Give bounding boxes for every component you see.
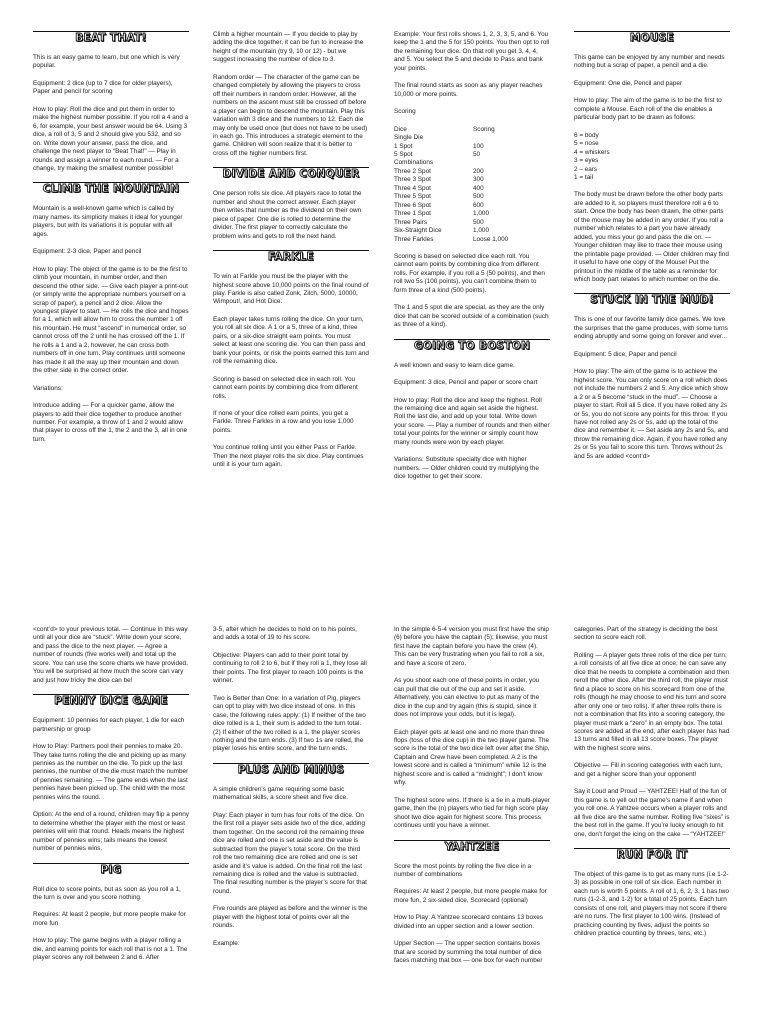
paragraph: Roll dice to score points, but as soon as you roll a 1, the turn is over and you score nothing. [33, 885, 181, 901]
paragraph: Variations: [33, 384, 63, 392]
scoring-table-row [394, 176, 550, 184]
paragraph: Scoring is based on selected dice each roll. You cannot earn points by combining dice from different rolls. For example, if you roll a 5 (50 points), and then roll two 5s (100 points), you can’t combine them to form three of a kind (500 points). [394, 252, 545, 294]
scoring-cell: 50 [473, 150, 481, 158]
scoring-cell: Three 6 Spot [394, 201, 431, 209]
paragraph: This is an easy game to learn, but one which is very popular. [33, 54, 180, 70]
scoring-table-row [394, 219, 550, 227]
heading-pig: PIG [33, 863, 189, 876]
paragraph: The object of this game is to get as many runs (i.e 1-2-3) as possible in one roll of six dice. Each number in each run is worth 5 points. A roll of 1, 6, 2, 3, 1 has two runs (1-2-3, and 1-2) for a total of 25 points. Each turn consists of one roll, and players may not score if there are no runs. The first player to 100 wins. (Instead of practicing counting by fives, adjust the points so children practice counting by threes, tens, etc.) [574, 870, 729, 938]
paragraph: Variations: Substitute specialty dice with higher numbers. — Older children could try multiplying the dice together to get their score. [394, 456, 539, 481]
mouse-part-line: 6 = body [574, 131, 599, 139]
paragraph: Each player gets at least one and no more than three flops (toss of the dice cup) in the two player game. The score is the total of the two dice left over after the Ship, Captain and Crew have been completed. A 2 is the lowest score and is called a “minimum” while 12 is the highest score and is called a “midnight”; I don’t know why. [394, 728, 550, 787]
heading-yahtzee: YAHTZEE [394, 840, 550, 853]
paragraph: Example: Your first rolls shows 1, 2, 3, 3, 5, and 6. You keep the 1 and the 5 for 150 points. You then opt to roll the remaining four dice. On that roll you get 3, 4, 4, and 5. You select the 5 and decide to Pass and bank your points. [394, 31, 550, 72]
paragraph: As you shoot each one of these points in order, you can pull that die out of the cup and set it aside. Alternatively, you can elective to put as many of the dice in the cup and try again (this is stupid, since it does not improve your odds, but it is legal). [394, 677, 540, 719]
column-top-2 [213, 31, 369, 579]
scoring-cell: Three 2 Spot [394, 167, 431, 175]
scoring-table-row [394, 202, 550, 210]
paragraph: This is one of our favorite family dice games. We love the surprises that the game produces, with some turns ending abruptly and some going on forever and ever... [574, 316, 728, 341]
scoring-cell: Three 1 Spot [394, 210, 431, 218]
heading-run-for-it: RUN FOR IT [574, 848, 730, 861]
heading-divide-and-conquer: DIVIDE AND CONQUER [213, 167, 369, 180]
paragraph: Two is Better than One: In a variation of Pig, players can opt to play with two dice instead of one. In this case, the following rules apply: (1) If neither of the two dice rolled is a 1, their sum is added to the turn total. (2) If either of the two rolled is a 1, the player scores nothing and the turn ends. (3) If two 1s are rolled, the player loses his entire score, and the turn ends. [213, 694, 366, 753]
heading-mouse: MOUSE [574, 31, 730, 44]
scoring-cell: Combinations [394, 159, 434, 167]
column-top-4 [574, 31, 730, 579]
paragraph: Say it Loud and Proud — YAHTZEE! Half of the fun of this game is to yell out the game’s name if and when you roll one. A Yahtzee occurs when a player rolls and all five dice are the same number. Rolling five “sixes” is the best roll in the game. If you’re lucky enough to hit one, don’t forget the icing on the cake — “YAHTZEE!” [574, 788, 730, 838]
mouse-part-line: 2 – ears [574, 165, 598, 173]
scoring-cell: Single Die [394, 134, 424, 142]
farkle-scoring-table [394, 126, 550, 244]
mouse-part-line: 3 = eyes [574, 157, 599, 165]
scoring-cell: Loose 1,000 [473, 235, 509, 243]
paragraph: Equipment: 10 pennies for each player, 1 die for each partnership or group [33, 717, 185, 733]
scoring-cell: Six-Straight Dice [394, 227, 442, 235]
scoring-cell: Three Pairs [394, 218, 428, 226]
paragraph: To win at Farkle you must be the player with the highest score above 10,000 points on the final round of play. Farkle is also called Zonk, Zilch, 5000, 10000, Wimpout!, and Hot Dice. [213, 273, 369, 306]
paragraph: Random order — The character of the game can be changed completely by allowing the players to cross off their numbers in random order. However, all the numbers on the ascent must still be crossed off before a player can begin to descend the mountain. Play this variation with 3 dice and the numbers to 12. Each die may only be used once (but does not have to be used) in each go. This introduces a strategic element to the game. Children will soon realize that it is better to cross off the higher numbers first. [213, 73, 368, 157]
scoring-cell: 500 [473, 193, 484, 201]
paragraph: The final round starts as soon as any player reaches 10,000 or more points. [394, 82, 543, 98]
scoring-cell: Three 4 Spot [394, 184, 431, 192]
heading-beat-that: BEAT THAT! [33, 31, 189, 44]
heading-going-to-boston: GOING TO BOSTON [394, 339, 550, 352]
scoring-cell: 1 Spot [394, 142, 413, 150]
paragraph: Equipment: 3 dice, Pencil and paper or score chart [394, 379, 538, 387]
paragraph: Scoring [394, 108, 416, 116]
scoring-header-cell: Dice [394, 125, 407, 133]
paragraph: Scoring is based on selected dice in each roll. You cannot earn points by combining dice from different rolls. [213, 375, 358, 400]
column-bottom-2 [213, 626, 369, 1022]
scoring-table-row [394, 143, 550, 151]
paragraph: One person rolls six dice. All players race to total the number and shout the correct answer. Each player then writes that number as the dividend on their own piece of paper. One die is rolled to determine the divider. The first player to correctly calculate the problem wins and gets to roll the next hand. [213, 190, 362, 240]
paragraph: Option: At the end of a round, children may flip a penny to determine whether the player with the most or least pennies will win that round. Heads means the highest number of pennies wins; tails means the lowest number of pennies wins. [33, 811, 189, 853]
paragraph: Introduce adding — For a quicker game, allow the players to add their dice together to produce another number. For example, a throw of 1 and 2 would allow that player to cross off the 1, the 2 and the 3, all in one turn. [33, 402, 188, 443]
scoring-cell: 400 [473, 184, 484, 192]
scoring-cell: 500 [473, 218, 484, 226]
paragraph: How to play: The aim of the game is to achieve the highest score. You can only score on a roll which does not include the numbers 2 and 5. Any dice which show a 2 or a 5 become “stuck in the mud”. — Choose a player to start. Roll all 5 dice. If you have rolled any 2s or 5s, you do not score any points for this throw. If you have not rolled any 2s or 5s, add up the total of the dice and remember it. — Set aside any 2s and 5s, and throw the remaining dice. Again, if you have rolled any 2s or 5s you fail to score this turn. Throws without 2s and 5s are added <cont’d> [574, 368, 729, 460]
paragraph: Equipment: 5 dice, Paper and pencil [574, 350, 677, 358]
paragraph: Objective — Fill in scoring categories with each turn, and get a higher score than your opponent! [574, 762, 723, 778]
paragraph: The 1 and 5 spot die are special, as they are the only dice that can be scored outside of a combination (such as three of a kind). [394, 304, 549, 329]
heading-farkle: FARKLE [213, 250, 369, 263]
paragraph: Rolling — A player gets three rolls of the dice per turn; a roll consists of all five dice at once; he can save any dice that he needs to complete a combination and then reroll the other dice. After the third roll, the player must find a place to score on his scorecard from one of the rolls (though he may choose to end his turn and score after only one or two rolls). If after three rolls there is not a combination that fits into a scoring category, the player must mark a “zero” in an empty box. The total scores are added at the end, after each player has had 13 turns and filled in all 13 score boxes. The player with the highest score wins. [574, 651, 730, 752]
paragraph: Requires: At least 2 people, but more people make for more fun [33, 911, 186, 927]
paragraph: Objective: Players can add to their point total by continuing to roll 2 to 6, but if they roll a 1, they lose all their points. The first player to reach 100 points is the winner. [213, 651, 367, 685]
column-top-1 [33, 31, 189, 579]
scoring-header-cell: Scoring [473, 125, 495, 133]
paragraph: Example: [213, 939, 240, 947]
paragraph: Climb a higher mountain — If you decide to play by adding the dice together, it can be fun to increase the height of the mountain (try 9, 10 or 12) - but we suggest increasing the number of dice to 3. [213, 31, 364, 64]
scoring-table-header [394, 126, 550, 134]
paragraph: How to play: The object of the game is to be the first to climb your mountain, in number order, and then descend the other side. — Give each player a print-out (or simply write the appropriate numbers yourself on a scrap of paper), a pencil and 2 dice. Allow the youngest player to start. — He rolls the dice and hopes for a 1, which will allow him to cross the number 1 off his mountain. He must “ascend” in numerical order, so cannot cross off the 2 until he has crossed off the 1. If he rolls a 1 and a 2, however, he can cross both numbers off in one turn. Play continues until someone has made it all the way up their mountain and down the other side in the correct order. [33, 265, 189, 375]
paragraph: How to play: Roll the dice and keep the highest. Roll the remaining dice and again set aside the highest. Roll the last die, and add up your total. Write down your score. — Play a number of rounds and then either total your points for the winner or simply count how many rounds were won by each player. [394, 396, 550, 446]
paragraph: A simple children’s game requiring some basic mathematical skills, a score sheet and five dice. [213, 785, 348, 802]
paragraph: Requires: At least 2 people, but more people make for more fun, 2 six-sided dice, Scorecard (optional) [394, 888, 547, 904]
scoring-table-row [394, 159, 550, 167]
paragraph: The highest score wins. If there is a tie in a multi-player game, then the (n) players who tied for high score play shoot two dice again for highest score. This process continues until you have a winner. [394, 796, 550, 830]
paragraph: Mountain is a well-known game which is called by many names. Its simplicity makes it ideal for younger players, but with its variations it is popular with all ages. [33, 205, 183, 238]
scoring-cell: 200 [473, 167, 484, 175]
heading-plus-and-minus: PLUS AND MINUS [213, 763, 369, 776]
scoring-cell: 5 Spot [394, 150, 413, 158]
scoring-cell: 300 [473, 176, 484, 184]
scoring-cell: Three Farkles [394, 235, 434, 243]
paragraph: Five rounds are played as before and the winner is the player with the highest total of points over all the rounds. [213, 905, 368, 930]
paragraph: How to Play: Partners pool their pennies to make 20. They take turns rolling the die and picking up as many pennies as the number on the die. To pick up the last pennies, the number of the die must match the number of pennies remaining. — The game ends when the last pennies have been picked up. The child with the most pennies wins the round. [33, 743, 189, 801]
mouse-part-line: 4 = whiskers [574, 148, 610, 156]
paragraph: How to play: The aim of the game is to be the first to complete a Mouse. Each roll of the die enables a particular body part to be drawn as follows: [574, 97, 722, 122]
column-bottom-3 [394, 626, 550, 1022]
scoring-table-row [394, 236, 550, 244]
paragraph: Upper Section — The upper section contains boxes that are scored by summing the total number of dice faces matching that box — one box for each number [394, 940, 543, 965]
mouse-part-line: 1 = tail [574, 174, 594, 181]
scoring-cell: 100 [473, 142, 484, 150]
column-bottom-1 [33, 626, 189, 1022]
mouse-part-line: 5 = nose [574, 140, 599, 148]
scoring-table-row [394, 193, 550, 201]
paragraph: Equipment: One die, Pencil and paper [574, 79, 683, 87]
scoring-cell: Three 5 Spot [394, 193, 431, 201]
heading-climb-the-mountain: CLIMB THE MOUNTAIN [33, 182, 189, 195]
paragraph: Score the most points by rolling the five dice in a number of combinations [394, 862, 532, 878]
scoring-table-row [394, 168, 550, 176]
paragraph: How to play: Roll the dice and put them in order to make the highest number possible. If you roll a 4 and a 6, for example, your best answer would be 64. Using 3 dice, a roll of 3, 5 and 2 should give you 532, and so on. Write down your answer, pass the dice, and challenge the next player to “Beat That!” — Play in rounds and assign a winner to each round. — For a change, try making the smallest number possible! [33, 105, 189, 172]
paragraph: This game can be enjoyed by any number and needs nothing but a scrap of paper, a pencil and a die. [574, 54, 725, 70]
heading-stuck-in-the-mud: STUCK IN THE MUD! [574, 293, 730, 306]
column-top-3 [394, 31, 550, 579]
paragraph: How to Play: A Yahtzee scorecard contains 13 boxes divided into an upper section and a lower section. [394, 914, 543, 930]
scoring-cell: 1,000 [473, 210, 489, 218]
column-bottom-4 [574, 626, 730, 1022]
paragraph: 3-5, after which he decides to hold on to his points, and adds a total of 19 to his score. [213, 626, 357, 642]
scoring-table-row [394, 151, 550, 159]
paragraph: You continue rolling until you either Pass or Farkle. Then the next player rolls the six dice. Play continues until it is your turn again. [213, 444, 364, 469]
paragraph: In the simple 6-5-4 version you must first have the ship (6) before you have the captain (5); likewise, you must first have the captain before you have the crew (4). This can be very frustrating when you fail to roll a six, and have a score of zero. [394, 626, 549, 667]
paragraph: How to play: The game begins with a player rolling a die, and earning points for each roll that is not a 1. The player scores any roll between 2 and 6. After [33, 937, 188, 962]
paragraph: Each player takes turns rolling the dice. On your turn, you roll all six dice. A 1 or a 5, three of a kind, three pairs, or a six-dice straight earn points. You must select at least one scoring die. You can then pass and bank your points, or risk the points earned this turn and roll the remaining dice. [213, 315, 369, 366]
paragraph: The body must be drawn before the other body parts are added to it, so players must therefore roll a 6 to start. Once the body has been drawn, the other parts of the mouse may be added in any order. If you roll a number which relates to a part you have already added, you miss your go and pass the die on. — Younger children may like to trace their mouse using the printable page provided. — Older children may find it useful to have one copy of the Mouse! Put the printout in the middle of the table as a reminder for which body part relates to which number on the die. [574, 191, 729, 283]
paragraph: <cont’d> to your previous total. — Continue in this way until all your dice are “stuck”. Write down your score, and pass the dice to the next player. — Agree a number of rounds (five works well) and total up the score. You can use the score charts we have provided. You will be surprised at how much the score can vary and just how tricky the dice can be! [33, 626, 188, 684]
paragraph: Equipment: 2 dice (up to 7 dice for older players), Paper and pencil for scoring [33, 79, 173, 96]
scoring-table-row [394, 185, 550, 193]
paragraph: Equipment: 2-3 dice, Paper and pencil [33, 248, 142, 256]
scoring-table-row [394, 227, 550, 235]
paragraph: Play: Each player in turn has four rolls of the dice. On the first roll a player sets aside two of the dice, adding them together. On the second roll the remaining three dice are rolled and one is set aside and the value is subtracted from the player’s total score. On the third roll the two remaining dice are rolled and one is set aside and it’s value is added. On the final roll the last remaining dice is rolled and the value is subtracted. The final resulting number is the player’s score for that round. [213, 811, 367, 895]
scoring-table-row [394, 210, 550, 218]
scoring-cell: 1,000 [473, 227, 489, 235]
paragraph: categories. Part of the strategy is deciding the best section to score each roll. [574, 626, 718, 642]
heading-penny-dice-game: PENNY DICE GAME [33, 694, 189, 707]
scoring-cell: Three 3 Spot [394, 176, 431, 184]
scoring-table-row [394, 134, 550, 142]
scoring-cell: 600 [473, 201, 484, 209]
mouse-part-list [574, 132, 730, 183]
paragraph: If none of your dice rolled earn points, you get a Farkle. Three Farkles in a row and you lose 1,000 points. [213, 409, 354, 434]
paragraph: A well known and easy to learn dice game. [394, 361, 515, 369]
